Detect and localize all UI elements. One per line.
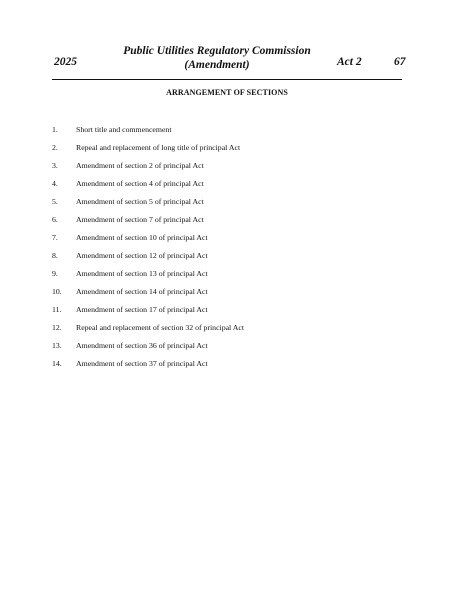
list-item: [52, 322, 412, 340]
list-item: [52, 286, 412, 304]
header-title: [112, 44, 322, 72]
list-item: [52, 340, 412, 358]
header-act: Act 2: [337, 56, 362, 68]
section-title: Amendment of section 10 of principal Act: [76, 233, 208, 242]
section-number: 5.: [52, 197, 58, 206]
list-item: [52, 304, 412, 322]
section-title: Amendment of section 36 of principal Act: [76, 341, 208, 350]
section-title: Amendment of section 5 of principal Act: [76, 197, 204, 206]
sections-list: [52, 124, 412, 376]
header-year: 2025: [54, 56, 77, 68]
section-number: 10.: [52, 287, 62, 296]
section-title: Amendment of section 14 of principal Act: [76, 287, 208, 296]
section-number: 13.: [52, 341, 62, 350]
list-item: [52, 232, 412, 250]
section-title: Amendment of section 37 of principal Act: [76, 359, 208, 368]
section-title: Repeal and replacement of section 32 of principal Act: [76, 323, 245, 332]
section-number: 8.: [52, 251, 58, 260]
section-number: 7.: [52, 233, 58, 242]
list-item: [52, 124, 412, 142]
section-title: Amendment of section 7 of principal Act: [76, 215, 204, 224]
list-item: [52, 178, 412, 196]
list-item: [52, 142, 412, 160]
section-heading: ARRANGEMENT OF SECTIONS: [166, 88, 288, 97]
list-item: [52, 160, 412, 178]
section-title: Amendment of section 12 of principal Act: [76, 251, 208, 260]
list-item: [52, 196, 412, 214]
section-title: Amendment of section 17 of principal Act: [76, 305, 208, 314]
page-header: [52, 44, 406, 78]
section-number: 4.: [52, 179, 58, 188]
section-number: 2.: [52, 143, 58, 152]
section-title: Amendment of section 13 of principal Act: [76, 269, 208, 278]
list-item: [52, 250, 412, 268]
section-number: 14.: [52, 359, 62, 368]
section-number: 6.: [52, 215, 58, 224]
header-title-line2: (Amendment): [184, 59, 250, 71]
header-page-number: 67: [394, 56, 406, 68]
section-number: 12.: [52, 323, 62, 332]
header-title-line1: Public Utilities Regulatory Commission: [123, 45, 311, 57]
section-number: 1.: [52, 125, 58, 134]
section-number: 3.: [52, 161, 58, 170]
section-number: 11.: [52, 305, 62, 314]
section-number: 9.: [52, 269, 58, 278]
list-item: [52, 268, 412, 286]
section-title: Amendment of section 4 of principal Act: [76, 179, 204, 188]
list-item: [52, 358, 412, 376]
section-title: Amendment of section 2 of principal Act: [76, 161, 204, 170]
list-item: [52, 214, 412, 232]
section-title: Short title and commencement: [76, 125, 172, 134]
section-title: Repeal and replacement of long title of principal Act: [76, 143, 241, 152]
header-rule: [52, 79, 402, 80]
